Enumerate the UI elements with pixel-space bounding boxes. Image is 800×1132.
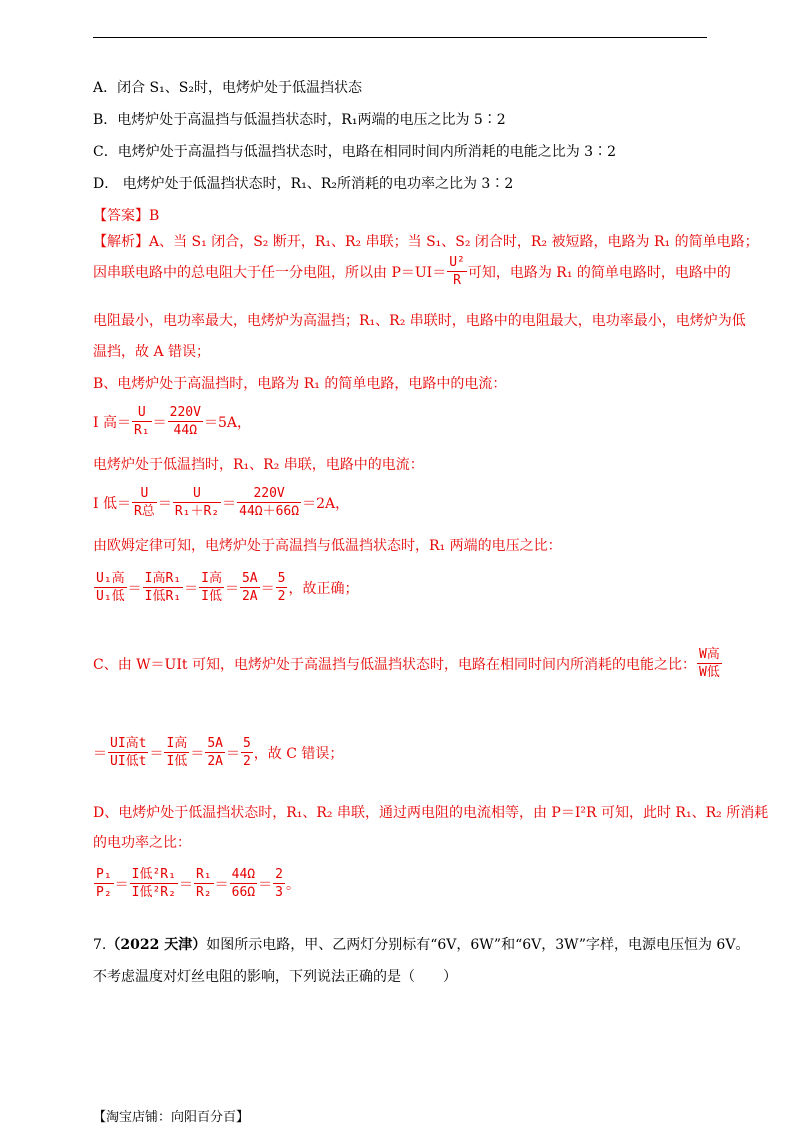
energy-ratio-fraction: $\frac{\text{W高}}{\text{W低}}$ [698, 647, 720, 680]
question-7-line-1: 7.（2022 天津）如图所示电路，甲、乙两灯分别标有“6V，6W”和“6V，3W”字样，电源电压恒为 6V。 [93, 937, 750, 953]
option-a: A．闭合 S₁、S₂时，电烤炉处于低温挡状态 [93, 80, 362, 96]
option-b: B．电烤炉处于高温挡与低温挡状态时，R₁两端的电压之比为 5∶2 [93, 112, 506, 128]
analysis-line-4: 温挡，故 A 错误； [93, 344, 211, 360]
equation-i-high: I 高＝ $\frac{U}{\text{R₁}}$ ＝ $\frac{220V}{44\Omega}$ ＝5A， [93, 405, 251, 438]
power-formula-fraction: $\frac{\text{U²}}{R}$ [449, 255, 465, 288]
shop-footer: 【淘宝店铺：向阳百分百】 [93, 1110, 250, 1125]
analysis-line-8: C、由 W＝UIt 可知，电烤炉处于高温挡与低温挡状态时，电路在相同时间内所消耗的电能之比： $\frac{\text{W高}}{\text{W低}}$ [93, 647, 720, 680]
analysis-line-6: 电烤炉处于低温挡时，R₁、R₂ 串联，电路中的电流： [93, 457, 424, 473]
analysis-line-3: 电阻最小，电功率最大，电烤炉为高温挡；R₁、R₂ 串联时，电路中的电阻最大，电功率最小，电烤炉为低 [93, 313, 746, 329]
analysis-line-10: 的电功率之比： [93, 835, 191, 851]
equation-voltage-ratio: $\frac{\text{U₁高}}{\text{U₁低}}$ ＝ $\frac{\text{I高R₁}}{\text{I低R₁}}$ ＝ $\frac{\text{I高}}{\text{I低}}$ ＝ $\frac{5A}{2A}$ ＝ $\frac{5}{2}$ ，故正确； [96, 571, 359, 604]
option-d: D． 电烤炉处于低温挡状态时，R₁、R₂所消耗的电功率之比为 3∶2 [93, 176, 514, 192]
question-7-line-2: 不考虑温度对灯丝电阻的影响，下列说法正确的是（ ） [93, 969, 457, 985]
equation-energy-ratio: ＝ $\frac{\text{UI高t}}{\text{UI低t}}$ ＝ $\frac{\text{I高}}{\text{I低}}$ ＝ $\frac{5A}{2A}$ ＝ $\frac{5}{2}$ ，故 C 错误； [93, 736, 344, 769]
answer: 【答案】B [93, 208, 160, 224]
analysis-line-2: 因串联电路中的总电阻大于任一分电阻，所以由 P＝UI＝ $\frac{\text{U²}}{R}$ 可知，电路为 R₁ 的简单电路时，电路中的 [93, 255, 731, 288]
header-rule [93, 37, 707, 38]
analysis-line-7: 由欧姆定律可知，电烤炉处于高温挡与低温挡状态时，R₁ 两端的电压之比： [93, 538, 562, 554]
analysis-line-1: 【解析】A、当 S₁ 闭合，S₂ 断开，R₁、R₂ 串联；当 S₁、S₂ 闭合时，R₂ 被短路，电路为 R₁ 的简单电路； [93, 234, 759, 250]
equation-power-ratio: $\frac{\text{P₁}}{\text{P₂}}$ ＝ $\frac{\text{I低²R₁}}{\text{I低²R₂}}$ ＝ $\frac{\text{R₁}}{\text{R₂}}$ ＝ $\frac{44\Omega}{66\Omega}$ ＝ $\frac{2}{3}$ 。 [96, 867, 300, 900]
analysis-line-9: D、电烤炉处于低温挡状态时，R₁、R₂ 串联，通过两电阻的电流相等，由 P＝I²R 可知，此时 R₁、R₂ 所消耗 [93, 805, 769, 821]
analysis-line-5: B、电烤炉处于高温挡时，电路为 R₁ 的简单电路，电路中的电流： [93, 376, 507, 392]
option-c: C．电烤炉处于高温挡与低温挡状态时，电路在相同时间内所消耗的电能之比为 3∶2 [93, 144, 616, 160]
equation-i-low: I 低＝ $\frac{U}{\text{R总}}$ ＝ $\frac{U}{\text{R₁＋R₂}}$ ＝ $\frac{220V}{44\Omega+66\Omega}$ ＝2A， [93, 486, 350, 519]
